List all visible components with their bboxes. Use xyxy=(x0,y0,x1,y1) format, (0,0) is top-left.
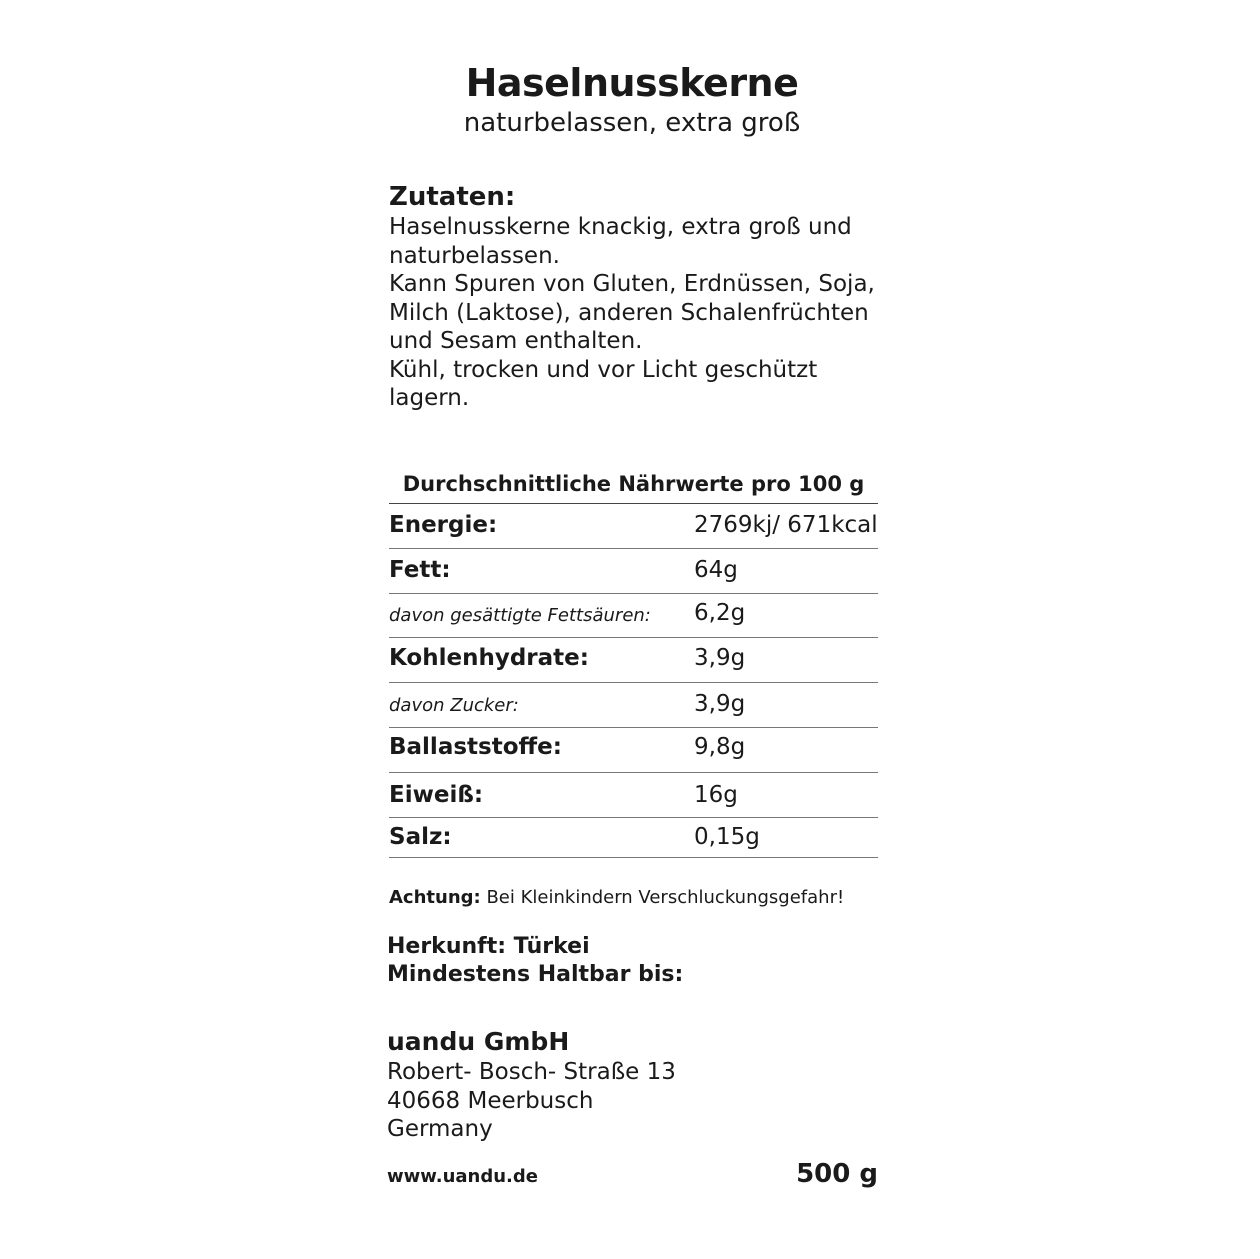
origin-line: Herkunft: Türkei xyxy=(387,934,590,959)
nutrition-row-fiber xyxy=(389,728,878,773)
nutrition-row-saturated-fat xyxy=(389,594,878,638)
product-title: Haselnusskerne xyxy=(465,61,799,105)
company-address xyxy=(387,1058,676,1144)
ingredients-line: lagern. xyxy=(389,385,470,411)
net-weight: 500 g xyxy=(796,1159,878,1189)
nutrition-label: Ballaststoffe: xyxy=(389,734,562,760)
warning-label: Achtung: xyxy=(389,887,481,908)
warning-text: Bei Kleinkindern Verschluckungsgefahr! xyxy=(480,887,845,908)
website-url: www.uandu.de xyxy=(387,1166,538,1187)
choking-warning xyxy=(389,885,844,911)
nutrition-value: 0,15g xyxy=(694,824,760,850)
ingredients-line: naturbelassen. xyxy=(389,242,560,269)
nutrition-value: 3,9g xyxy=(694,691,746,717)
nutrition-row-sugar xyxy=(389,683,878,728)
ingredients-line: Haselnusskerne knackig, extra groß und xyxy=(389,214,852,240)
nutrition-label: Kohlenhydrate: xyxy=(389,645,589,671)
address-line: Germany xyxy=(387,1116,493,1142)
nutrition-row-salt xyxy=(389,818,878,858)
nutrition-value: 64g xyxy=(694,557,738,583)
nutrition-label: davon Zucker: xyxy=(389,695,519,716)
shelf-life-line: Mindestens Haltbar bis: xyxy=(387,962,684,987)
address-line: 40668 Meerbusch xyxy=(387,1087,594,1114)
ingredients-heading: Zutaten: xyxy=(389,182,516,212)
address-line: Robert- Bosch- Straße 13 xyxy=(387,1059,676,1085)
nutrition-row-carbohydrates xyxy=(389,638,878,683)
nutrition-label: Energie: xyxy=(389,512,498,538)
nutrition-value: 6,2g xyxy=(694,600,746,626)
company-name: uandu GmbH xyxy=(387,1027,570,1056)
nutrition-label: Salz: xyxy=(389,824,452,850)
product-subtitle: naturbelassen, extra groß xyxy=(463,108,801,138)
nutrition-value: 9,8g xyxy=(694,734,746,760)
nutrition-value: 16g xyxy=(694,782,738,808)
ingredients-text xyxy=(389,213,889,413)
nutrition-label: Fett: xyxy=(389,557,451,583)
nutrition-table xyxy=(389,503,878,858)
nutrition-row-protein xyxy=(389,773,878,818)
nutrition-value: 2769kj/ 671kcal xyxy=(694,512,878,538)
nutrition-heading: Durchschnittliche Nährwerte pro 100 g xyxy=(402,472,865,496)
ingredients-line: Milch (Laktose), anderen Schalenfrüchten xyxy=(389,299,869,326)
nutrition-label: davon gesättigte Fettsäuren: xyxy=(389,605,651,626)
nutrition-label: Eiweiß: xyxy=(389,782,484,808)
ingredients-line: Kühl, trocken und vor Licht geschützt xyxy=(389,356,818,383)
nutrition-value: 3,9g xyxy=(694,645,746,671)
ingredients-line: Kann Spuren von Gluten, Erdnüssen, Soja, xyxy=(389,271,875,297)
ingredients-line: und Sesam enthalten. xyxy=(389,328,643,354)
nutrition-row-fat xyxy=(389,549,878,594)
nutrition-row-energy xyxy=(389,504,878,549)
